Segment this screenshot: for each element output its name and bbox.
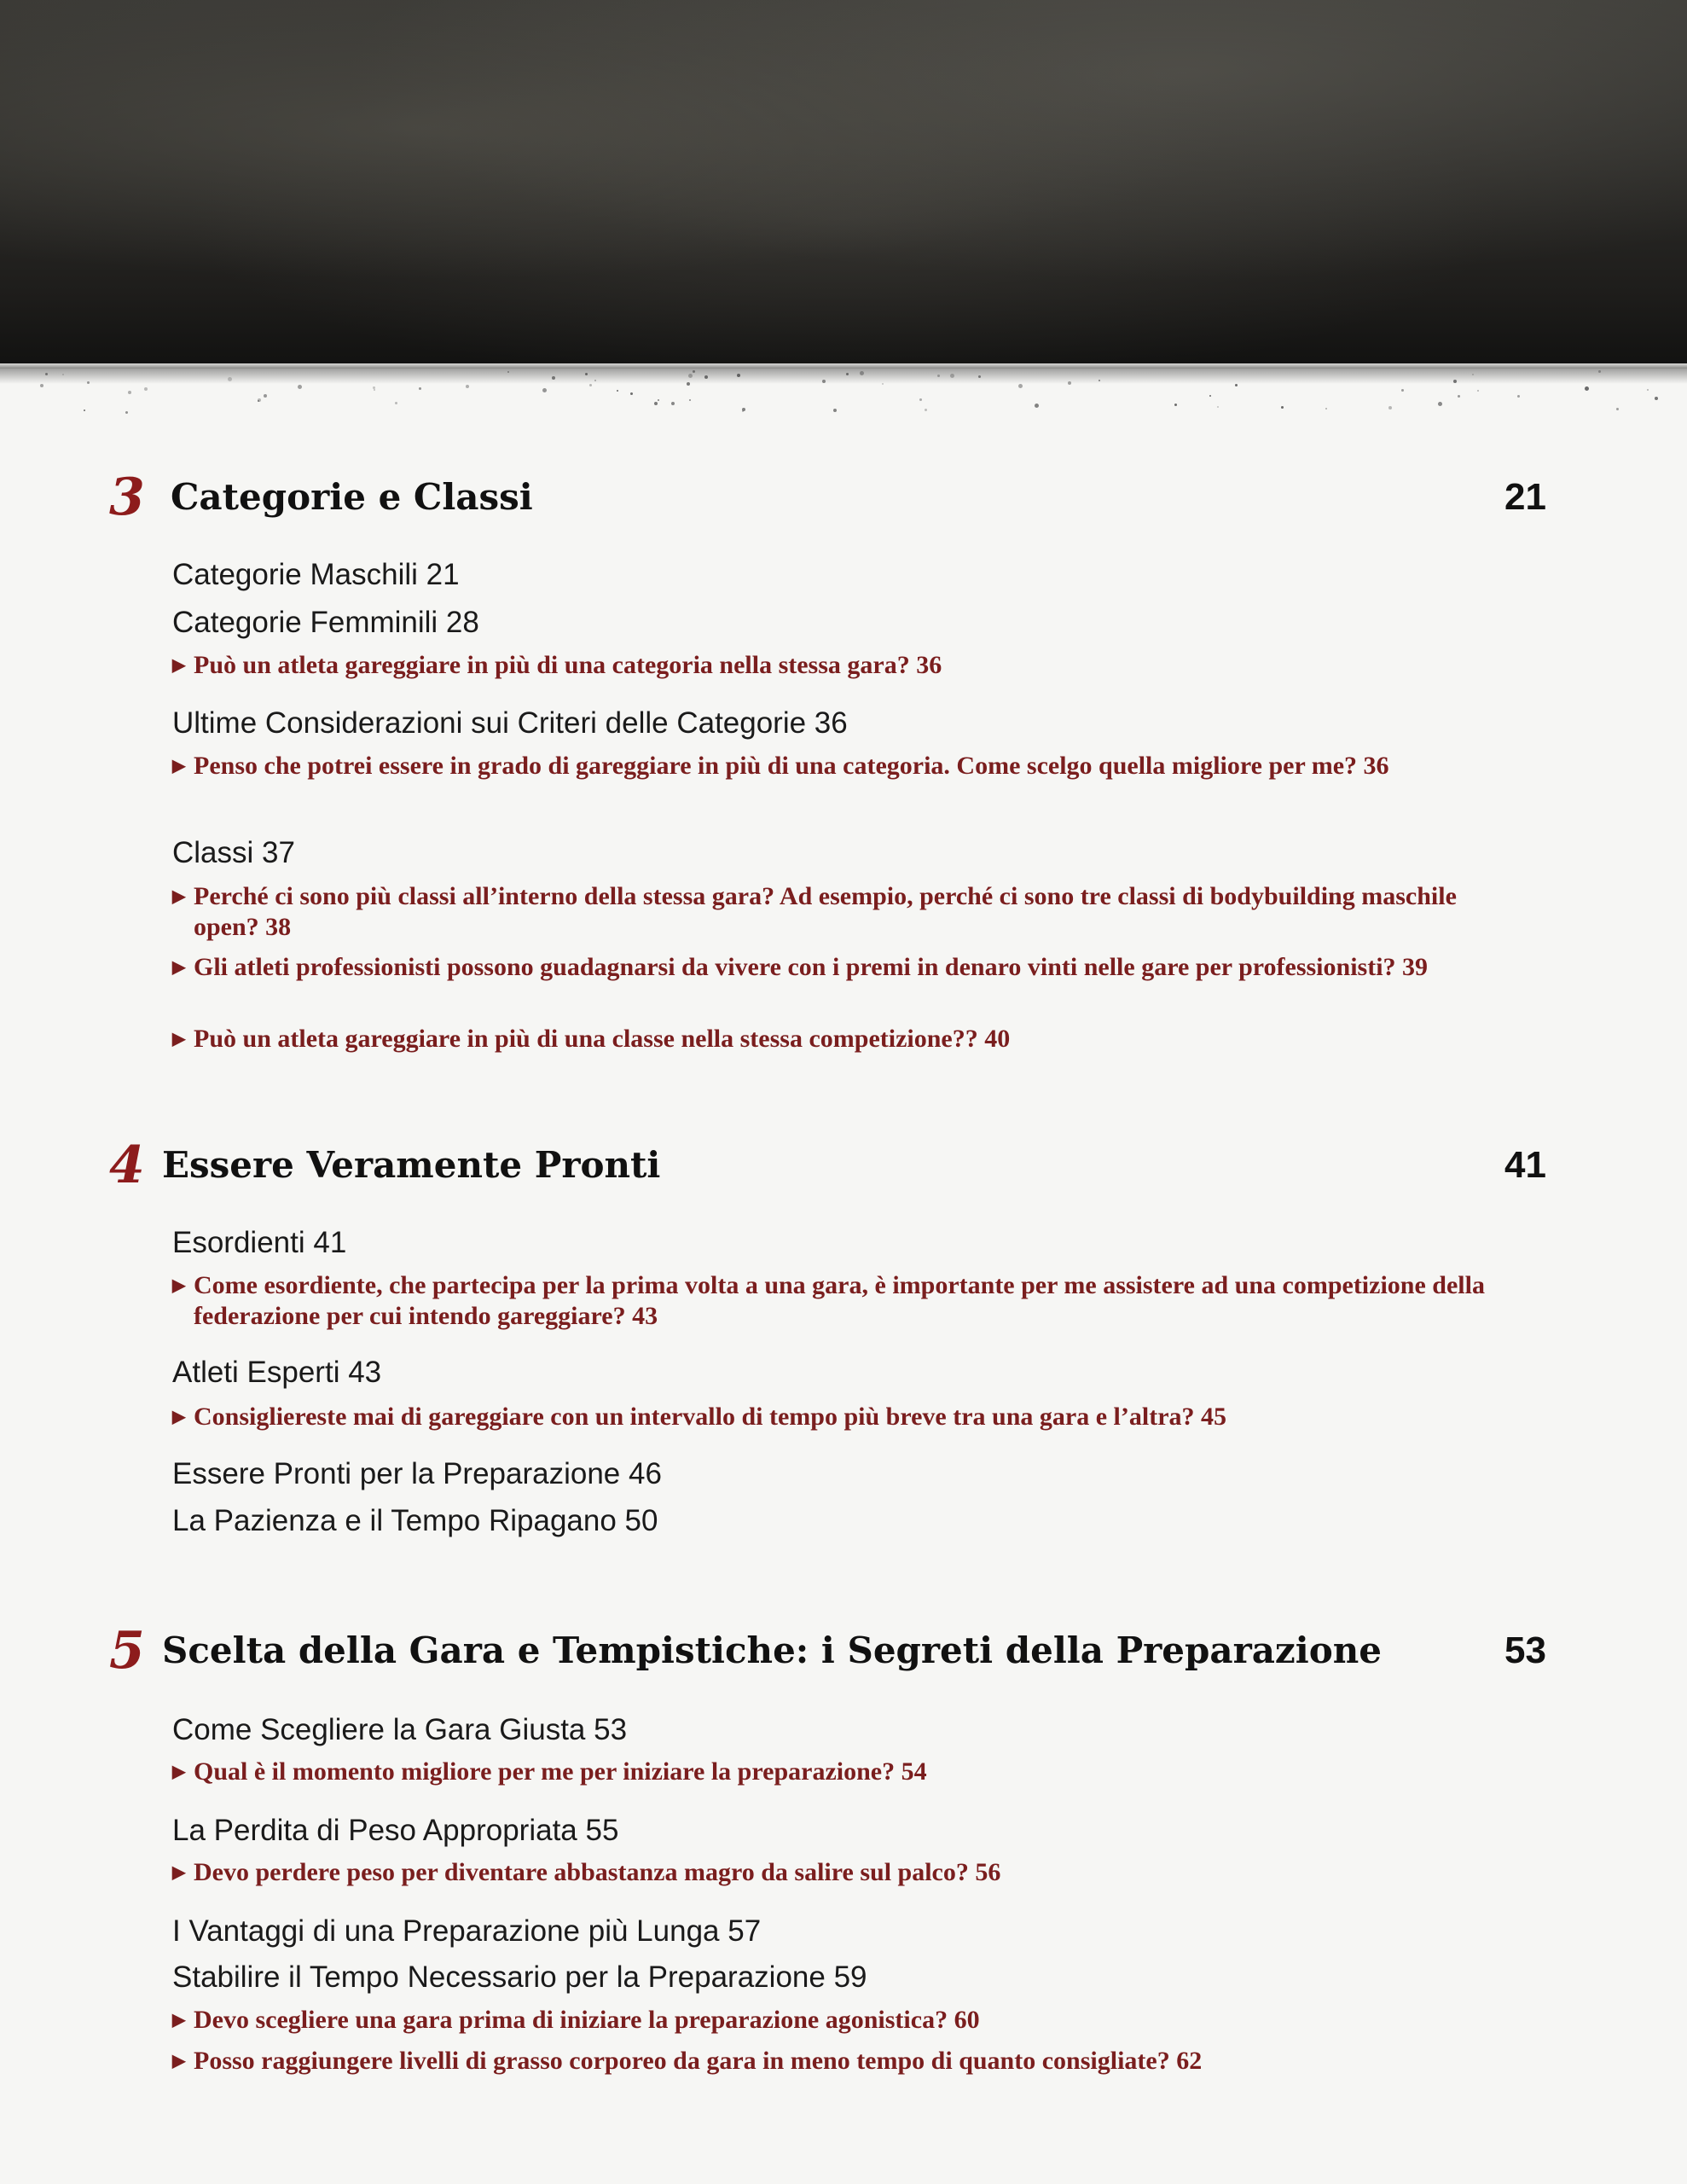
triangle-bullet-icon: ▶ [172,2011,186,2030]
speckle-dot [1585,386,1589,391]
chapter-number: 3 [109,468,145,527]
chapter-page-number: 41 [1504,1144,1546,1186]
speckle-dot [860,371,864,375]
triangle-bullet-icon: ▶ [172,958,186,977]
toc-faq-item[interactable] [172,2046,1503,2077]
chapter-page-number: 21 [1504,476,1546,518]
speckle-dot [630,392,633,395]
speckle-dot [1174,404,1177,406]
chapter-title: Scelta della Gara e Tempistiche: i Segreti della Preparazione [162,1629,1383,1671]
chapter-3-heading[interactable] [0,468,1687,527]
speckle-dot [1281,406,1284,409]
speckle-dot [1655,397,1658,400]
chapter-number: 5 [109,1621,145,1681]
speckle-dot [937,375,940,377]
speckle-dot [84,410,85,411]
speckle-dot [45,373,48,375]
toc-entry[interactable]: Categorie Maschili 21 [172,558,460,591]
speckle-dot [671,402,675,405]
speckle-dot [846,373,849,375]
faq-text: Gli atleti professionisti possono guadagnarsi da vivere con i premi in denaro vinti nelle gare per professionisti? 39 [194,953,1429,981]
speckle-dot [87,381,90,384]
toc-entry[interactable]: La Pazienza e il Tempo Ripagano 50 [172,1504,658,1537]
speckle-dot [1472,374,1474,375]
chapter-5-heading[interactable] [0,1621,1687,1681]
triangle-bullet-icon: ▶ [172,1763,186,1781]
speckle-dot [264,394,267,398]
faq-text: Devo scegliere una gara prima di iniziare la preparazione agonistica? 60 [194,2006,980,2034]
speckle-dot [1325,408,1327,410]
speckle-dot [589,384,592,386]
toc-entry[interactable]: Categorie Femminili 28 [172,606,479,639]
triangle-bullet-icon: ▶ [172,2052,186,2071]
speckle-dot [1616,408,1619,410]
speckle-dot [1209,395,1211,397]
toc-faq-item[interactable] [172,1857,1503,1888]
speckle-dot [1217,406,1219,408]
toc-entry[interactable]: I Vantaggi di una Preparazione più Lunga 57 [172,1914,762,1948]
triangle-bullet-icon: ▶ [172,1276,186,1295]
chapter-4-heading[interactable] [0,1136,1687,1195]
speckle-dot [1401,389,1404,392]
speckle-dot [882,383,884,385]
speckle-dot [687,382,690,386]
speckle-dot [128,391,131,394]
faq-text: Qual è il momento migliore per me per iniziare la preparazione? 54 [194,1757,927,1786]
toc-faq-item[interactable] [172,881,1503,943]
faq-text: Penso che potrei essere in grado di gareggiare in più di una categoria. Come scelgo quella migliore per me? 36 [194,752,1389,780]
speckle-dot [688,374,693,378]
speckle-dot [1388,406,1392,410]
toc-entry[interactable]: Stabilire il Tempo Necessario per la Preparazione 59 [172,1960,867,1994]
speckle-dot [1099,380,1100,381]
toc-entry[interactable]: Atleti Esperti 43 [172,1356,382,1389]
speckle-dot [978,375,981,378]
speckle-dot [552,376,555,380]
speckle-dot [594,380,596,381]
triangle-bullet-icon: ▶ [172,656,186,675]
speckle-dot [654,402,658,405]
speckle-dot [737,374,740,377]
speckle-dot [742,408,745,411]
triangle-bullet-icon: ▶ [172,757,186,775]
speckle-dot [925,409,927,411]
speckle-dot [419,387,421,390]
toc-faq-item[interactable] [172,952,1503,983]
speckle-dot [1438,402,1442,406]
speckle-dot [542,388,547,392]
toc-faq-item[interactable] [172,650,1503,681]
speckle-dot [228,377,232,381]
toc-faq-item[interactable] [172,1270,1503,1332]
triangle-bullet-icon: ▶ [172,887,186,906]
speckle-dot [822,380,826,383]
speckle-dot [40,384,43,387]
chapter-title: Categorie e Classi [171,476,533,518]
speckle-dot [298,385,302,389]
speckle-dot [1068,381,1071,385]
triangle-bullet-icon: ▶ [172,1863,186,1882]
speckle-dot [693,370,695,373]
speckle-dot [466,385,469,388]
speckle-dot [704,375,708,379]
toc-entry[interactable]: Classi 37 [172,836,295,869]
speckle-dot [62,374,64,375]
toc-entry[interactable]: Esordienti 41 [172,1226,347,1259]
speckle-dot [1035,404,1039,408]
triangle-bullet-icon: ▶ [172,1030,186,1048]
chapter-number: 4 [109,1136,145,1195]
speckle-dot [617,390,618,392]
speckle-dot [1235,384,1238,386]
speckle-dot [1018,384,1023,388]
speckle-dot [950,374,954,378]
speckle-dot [689,399,691,401]
speckle-dot [585,373,588,375]
speckle-dot [1477,390,1479,392]
toc-faq-item[interactable] [172,2005,1503,2036]
banner-shadow [0,369,1687,384]
speckle-dot [373,386,375,389]
chapter-page-number: 53 [1504,1629,1546,1671]
speckle-dot [1458,395,1460,398]
speckle-dot [833,409,837,412]
faq-text: Consigliereste mai di gareggiare con un intervallo di tempo più breve tra una gara e l’altra? 45 [194,1403,1227,1431]
speckle-dot [507,371,509,373]
toc-entry[interactable]: La Perdita di Peso Appropriata 55 [172,1814,619,1847]
toc-entry[interactable]: Come Scegliere la Gara Giusta 53 [172,1713,628,1746]
faq-text: Perché ci sono più classi all’interno della stessa gara? Ad esempio, perché ci sono tre classi di bodybuilding maschile open? 38 [194,882,1457,941]
speckle-dot [125,411,128,414]
toc-faq-item[interactable] [172,1757,1503,1787]
speckle-dot [144,387,148,391]
speckle-dot [258,398,261,402]
speckle-dot [658,399,659,401]
speckle-dot [1453,380,1457,383]
faq-text: Può un atleta gareggiare in più di una classe nella stessa competizione?? 40 [194,1025,1011,1053]
toc-faq-item[interactable] [172,1024,1503,1054]
faq-text: Devo perdere peso per diventare abbastanza magro da salire sul palco? 56 [194,1858,1001,1886]
faq-text: Posso raggiungere livelli di grasso corporeo da gara in meno tempo di quanto consigliate? 62 [194,2047,1203,2075]
toc-faq-item[interactable] [172,1402,1503,1432]
toc-faq-item[interactable] [172,751,1503,781]
faq-text: Può un atleta gareggiare in più di una categoria nella stessa gara? 36 [194,651,942,679]
triangle-bullet-icon: ▶ [172,1408,186,1426]
speckle-dot [1517,395,1520,398]
header-banner [0,0,1687,365]
toc-entry[interactable]: Essere Pronti per la Preparazione 46 [172,1457,662,1490]
speckle-dot [395,402,397,404]
speckle-dot [1598,370,1601,373]
speckle-dot [374,389,375,391]
toc-entry[interactable]: Ultime Considerazioni sui Criteri delle Categorie 36 [172,706,848,740]
speckle-dot [1647,389,1649,391]
faq-text: Come esordiente, che partecipa per la prima volta a una gara, è importante per me assistere ad una competizione della federazione per cui intendo gareggiare? 43 [194,1271,1485,1330]
speckle-dot [919,398,922,401]
chapter-title: Essere Veramente Pronti [162,1144,661,1186]
